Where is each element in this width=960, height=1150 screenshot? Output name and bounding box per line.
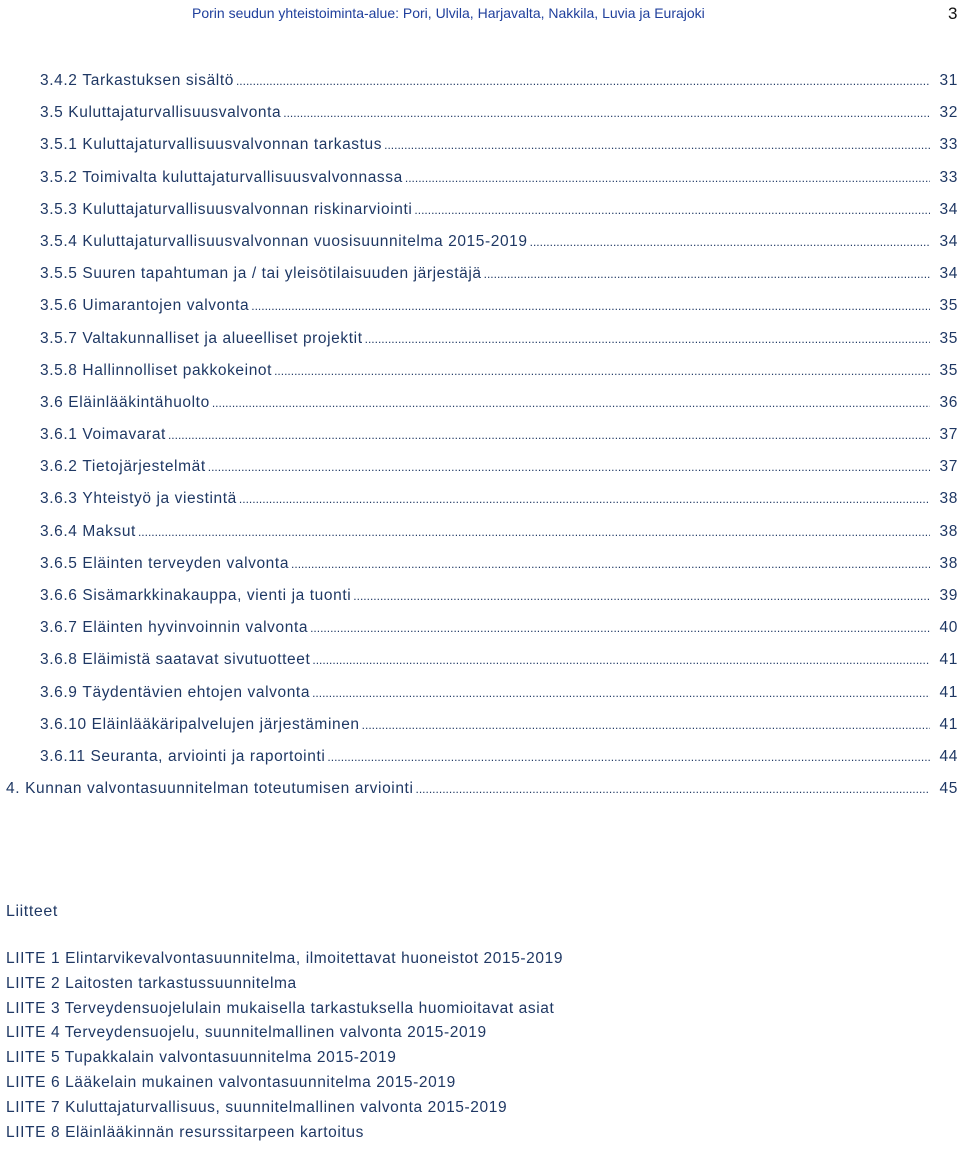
toc-dot-leader xyxy=(274,364,930,378)
toc-entry-number: 3.5.4 xyxy=(40,232,78,250)
toc-entry-title: Eläimistä saatavat sivutuotteet xyxy=(82,651,311,669)
toc-entry-number: 3.5.8 xyxy=(40,361,78,379)
appendix-item: LIITE 5 Tupakkalain valvontasuunnitelma 2015-2019 xyxy=(6,1049,397,1067)
toc-dot-leader xyxy=(208,460,930,474)
appendix-item: LIITE 8 Eläinlääkinnän resurssitarpeen kartoitus xyxy=(6,1123,364,1141)
toc-entry-number: 3.6.1 xyxy=(40,426,78,444)
toc-entry[interactable] xyxy=(0,233,958,265)
toc-entry-title: Kuluttajaturvallisuusvalvonnan riskinarviointi xyxy=(82,200,413,218)
toc-entry-page: 31 xyxy=(939,72,958,89)
toc-entry[interactable] xyxy=(0,297,958,329)
toc-dot-leader xyxy=(239,492,930,506)
toc-entry[interactable] xyxy=(0,458,958,490)
appendix-item: LIITE 2 Laitosten tarkastussuunnitelma xyxy=(6,974,297,992)
toc-entry[interactable] xyxy=(0,426,958,458)
toc-entry[interactable] xyxy=(0,716,958,748)
toc-entry[interactable] xyxy=(0,619,958,651)
toc-entry-page: 32 xyxy=(939,104,958,122)
toc-entry-title: Seuranta, arviointi ja raportointi xyxy=(90,747,326,765)
toc-entry-page: 37 xyxy=(939,458,958,476)
toc-entry[interactable] xyxy=(0,330,958,362)
page-number: 3 xyxy=(948,4,958,23)
toc-dot-leader xyxy=(484,267,930,281)
toc-entry-number: 3.5.6 xyxy=(40,297,78,315)
toc-entry-page: 35 xyxy=(939,297,958,315)
toc-entry-title: Hallinnolliset pakkokeinot xyxy=(82,361,273,379)
toc-entry-number: 3.5.5 xyxy=(40,265,78,283)
toc-entry-number: 3.6.7 xyxy=(40,619,78,637)
toc-entry-number: 3.6 xyxy=(40,393,64,411)
toc-entry-number: 3.6.5 xyxy=(40,554,78,572)
toc-entry-page: 36 xyxy=(939,393,958,411)
toc-entry-page: 38 xyxy=(939,554,958,572)
toc-entry[interactable] xyxy=(0,72,958,104)
appendix-item: LIITE 7 Kuluttajaturvallisuus, suunnitelmallinen valvonta 2015-2019 xyxy=(6,1098,508,1116)
appendices-list xyxy=(6,950,563,1148)
toc-entry-title: Toimivalta kuluttajaturvallisuusvalvonnassa xyxy=(82,168,403,186)
toc-entry-number: 3.6.6 xyxy=(40,587,78,604)
toc-dot-leader xyxy=(312,686,930,700)
toc-entry-page: 40 xyxy=(939,619,958,637)
appendix-item: LIITE 6 Lääkelain mukainen valvontasuunnitelma 2015-2019 xyxy=(6,1073,456,1091)
toc-entry-title: Eläinlääkintähuolto xyxy=(68,393,210,411)
toc-entry-title: Täydentävien ehtojen valvonta xyxy=(82,683,311,701)
toc-entry-page: 34 xyxy=(939,200,958,218)
toc-dot-leader xyxy=(236,74,930,88)
toc-entry-number: 3.6.8 xyxy=(40,651,78,669)
toc-dot-leader xyxy=(353,589,930,603)
toc-entry-number: 3.5 xyxy=(40,104,64,122)
toc-entry[interactable] xyxy=(0,136,958,168)
toc-entry-number: 3.6.11 xyxy=(40,747,86,765)
toc-dot-leader xyxy=(384,138,930,152)
toc-entry-title: Sisämarkkinakauppa, vienti ja tuonti xyxy=(82,587,352,604)
appendix-item: LIITE 4 Terveydensuojelu, suunnitelmallinen valvonta 2015-2019 xyxy=(6,1024,487,1042)
table-of-contents xyxy=(0,72,960,812)
toc-dot-leader xyxy=(310,621,930,635)
toc-entry[interactable] xyxy=(0,265,958,297)
toc-entry-title: Yhteistyö ja viestintä xyxy=(82,490,237,508)
toc-entry-title: Tietojärjestelmät xyxy=(82,458,206,476)
toc-entry-page: 35 xyxy=(939,361,958,379)
toc-entry-title: Tarkastuksen sisältö xyxy=(82,72,234,89)
toc-entry-title: Uimarantojen valvonta xyxy=(82,297,250,315)
toc-entry[interactable] xyxy=(0,201,958,233)
toc-entry-title: Voimavarat xyxy=(82,426,166,444)
toc-entry-page: 39 xyxy=(939,587,958,604)
toc-entry-number: 3.5.3 xyxy=(40,200,78,218)
running-header-title: Porin seudun yhteistoiminta-alue: Pori, Ulvila, Harjavalta, Nakkila, Luvia ja Eurajoki xyxy=(192,5,705,21)
toc-entry-page: 38 xyxy=(939,522,958,540)
toc-entry[interactable] xyxy=(0,748,958,780)
toc-entry[interactable] xyxy=(0,651,958,683)
appendix-item: LIITE 3 Terveydensuojelulain mukaisella tarkastuksella huomioitavat asiat xyxy=(6,999,555,1017)
toc-entry-title: Kuluttajaturvallisuusvalvonnan tarkastus xyxy=(82,136,383,154)
appendix-item: LIITE 1 Elintarvikevalvontasuunnitelma, ilmoitettavat huoneistot 2015-2019 xyxy=(6,950,564,967)
toc-entry-page: 45 xyxy=(939,780,958,798)
toc-entry-page: 44 xyxy=(939,747,958,765)
toc-entry[interactable] xyxy=(0,362,958,394)
toc-entry-number: 3.6.10 xyxy=(40,715,87,733)
toc-entry-page: 34 xyxy=(939,265,958,283)
toc-entry-number: 4. xyxy=(6,780,21,798)
toc-entry-page: 41 xyxy=(939,683,958,701)
toc-entry[interactable] xyxy=(0,684,958,716)
toc-entry-number: 3.5.7 xyxy=(40,329,78,347)
toc-entry-page: 41 xyxy=(939,651,958,669)
toc-entry-number: 3.4.2 xyxy=(40,72,78,89)
toc-entry-page: 37 xyxy=(939,426,958,444)
toc-dot-leader xyxy=(283,106,930,120)
toc-dot-leader xyxy=(312,653,930,667)
toc-dot-leader xyxy=(362,718,930,732)
toc-entry[interactable] xyxy=(0,490,958,522)
toc-dot-leader xyxy=(291,557,930,571)
toc-list xyxy=(0,72,958,812)
toc-entry[interactable] xyxy=(0,555,958,587)
toc-dot-leader xyxy=(365,332,930,346)
toc-entry-number: 3.6.4 xyxy=(40,522,78,540)
toc-entry[interactable] xyxy=(0,587,958,619)
toc-entry-page: 41 xyxy=(939,715,958,733)
toc-entry-page: 33 xyxy=(939,136,958,154)
toc-dot-leader xyxy=(405,171,930,185)
toc-entry-page: 35 xyxy=(939,329,958,347)
toc-entry-title: Kunnan valvontasuunnitelman toteutumisen arviointi xyxy=(25,780,414,798)
toc-entry-page: 34 xyxy=(939,232,958,250)
appendices-heading: Liitteet xyxy=(6,903,58,920)
toc-entry-number: 3.6.9 xyxy=(40,683,78,701)
toc-dot-leader xyxy=(416,782,930,796)
toc-entry-title: Valtakunnalliset ja alueelliset projektit xyxy=(82,329,363,347)
toc-entry-page: 38 xyxy=(939,490,958,508)
toc-entry-title: Kuluttajaturvallisuusvalvonnan vuosisuunnitelma 2015-2019 xyxy=(82,232,528,250)
toc-dot-leader xyxy=(251,299,930,313)
toc-entry[interactable] xyxy=(0,169,958,201)
toc-entry-number: 3.6.3 xyxy=(40,490,78,508)
toc-entry[interactable] xyxy=(0,780,958,812)
toc-entry-number: 3.5.1 xyxy=(40,136,78,154)
toc-entry-title: Eläinlääkäripalvelujen järjestäminen xyxy=(91,715,360,733)
toc-entry-title: Kuluttajaturvallisuusvalvonta xyxy=(68,104,282,122)
page-header xyxy=(0,0,960,40)
toc-entry[interactable] xyxy=(0,523,958,555)
toc-dot-leader xyxy=(138,525,930,539)
toc-entry-title: Maksut xyxy=(82,522,136,540)
toc-entry[interactable] xyxy=(0,104,958,136)
toc-entry-title: Eläinten terveyden valvonta xyxy=(82,554,290,572)
toc-dot-leader xyxy=(327,750,930,764)
toc-dot-leader xyxy=(212,396,930,410)
toc-entry-title: Eläinten hyvinvoinnin valvonta xyxy=(82,619,309,637)
toc-entry-number: 3.6.2 xyxy=(40,458,78,476)
toc-dot-leader xyxy=(168,428,930,442)
toc-entry[interactable] xyxy=(0,394,958,426)
toc-entry-page: 33 xyxy=(939,168,958,186)
toc-entry-title: Suuren tapahtuman ja / tai yleisötilaisuuden järjestäjä xyxy=(82,265,482,283)
toc-dot-leader xyxy=(530,235,930,249)
toc-dot-leader xyxy=(414,203,930,217)
toc-entry-number: 3.5.2 xyxy=(40,168,78,186)
